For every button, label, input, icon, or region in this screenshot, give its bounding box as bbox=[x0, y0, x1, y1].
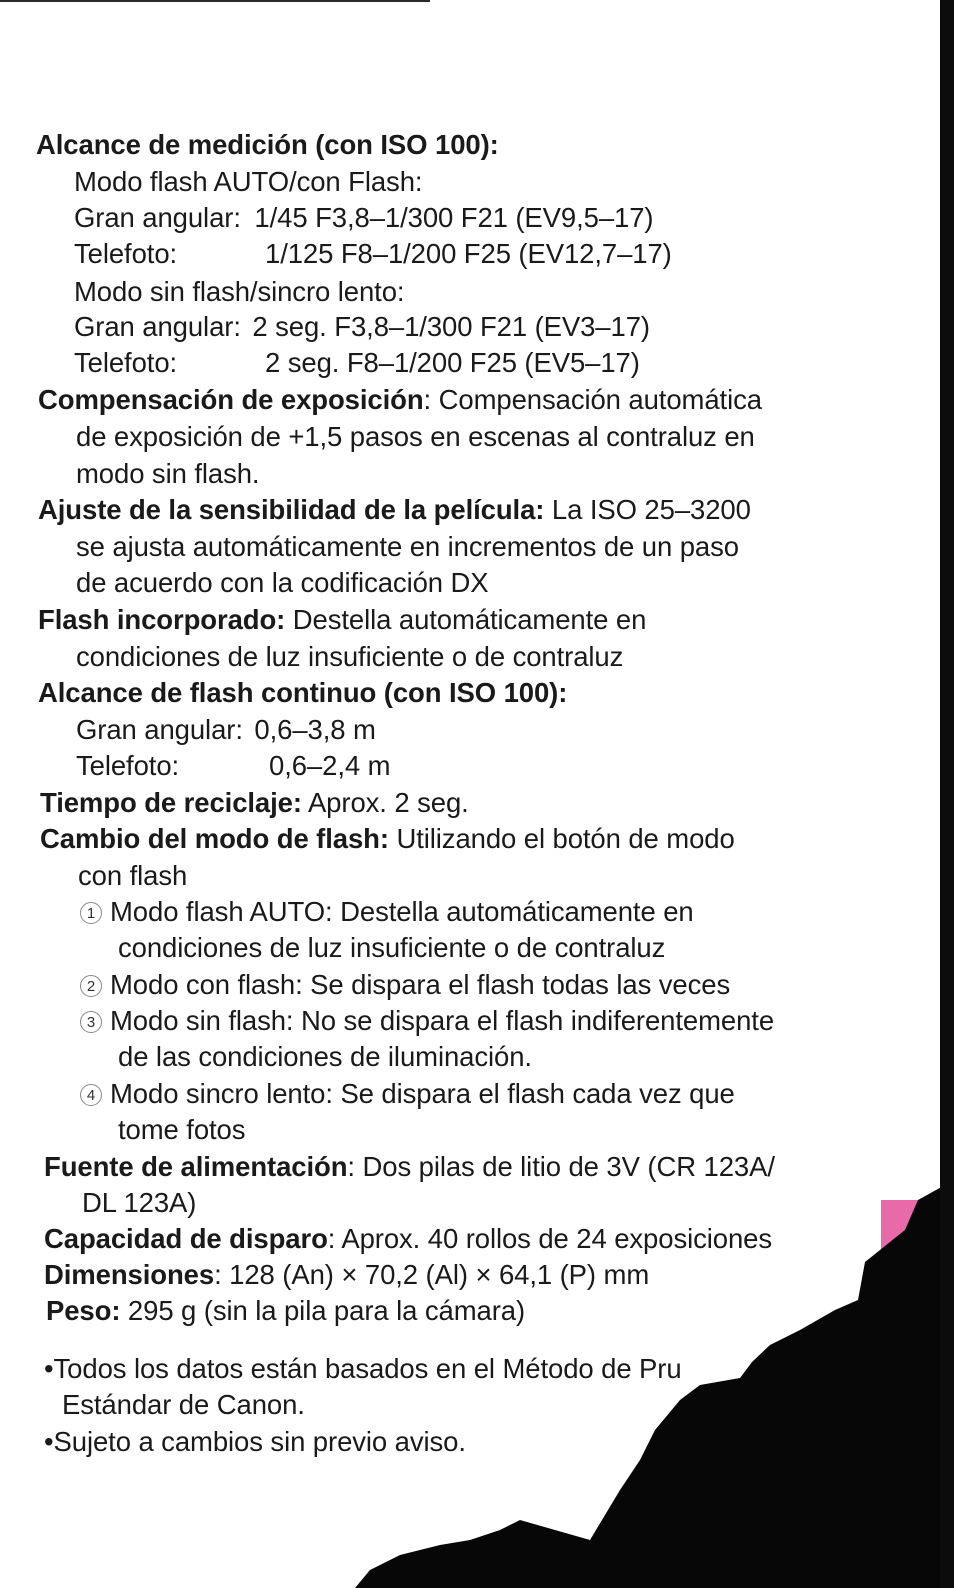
flash-mode-item-cont: condiciones de luz insuficiente o de contraluz bbox=[118, 932, 666, 963]
item-text: Modo con flash: Se dispara el flash todas las veces bbox=[110, 969, 731, 1000]
spec-label: Tiempo de reciclaje: bbox=[40, 787, 302, 818]
page-edge-shadow bbox=[940, 0, 954, 1588]
spec-label: Cambio del modo de flash: bbox=[40, 823, 389, 854]
film-speed-cont: se ajusta automáticamente en incrementos de un paso bbox=[76, 531, 739, 562]
circled-number: 2 bbox=[80, 975, 102, 997]
note-line: •Todos los datos están basados en el Método de Pru bbox=[44, 1353, 682, 1384]
spec-text: Utilizando el botón de modo bbox=[388, 823, 735, 854]
flash-mode-item-cont: de las condiciones de iluminación. bbox=[118, 1041, 532, 1072]
spec-label: Fuente de alimentación bbox=[44, 1151, 348, 1182]
circled-number: 4 bbox=[80, 1084, 102, 1106]
row-label: Telefoto: bbox=[74, 238, 178, 269]
row-label: Gran angular: bbox=[74, 311, 241, 342]
built-in-flash-cont: condiciones de luz insuficiente o de contraluz bbox=[76, 641, 624, 672]
no-flash-mode-line: Modo sin flash/sincro lento: bbox=[74, 276, 405, 307]
row-label: Gran angular: bbox=[74, 202, 241, 233]
note-line: •Sujeto a cambios sin previo aviso. bbox=[44, 1426, 466, 1457]
item-text: Modo sincro lento: Se dispara el flash cada vez que bbox=[110, 1078, 735, 1109]
spec-label: Flash incorporado: bbox=[38, 604, 286, 635]
item-text: Modo flash AUTO: Destella automáticamente en bbox=[110, 896, 694, 927]
row-value: 1/45 F3,8–1/300 F21 (EV9,5–17) bbox=[254, 202, 654, 233]
row-value: 1/125 F8–1/200 F25 (EV12,7–17) bbox=[265, 238, 672, 269]
row-value: 2 seg. F8–1/200 F25 (EV5–17) bbox=[265, 347, 640, 378]
spec-text: Destella automáticamente en bbox=[285, 604, 647, 635]
circled-number: 1 bbox=[80, 902, 102, 924]
spec-label: Capacidad de disparo bbox=[44, 1223, 328, 1254]
metering-range-heading: Alcance de medición (con ISO 100): bbox=[36, 129, 499, 160]
row-value: 0,6–2,4 m bbox=[269, 750, 391, 781]
flash-mode-line: Modo flash AUTO/con Flash: bbox=[74, 166, 423, 197]
spec-text: : Dos pilas de litio de 3V (CR 123A/ bbox=[347, 1151, 775, 1182]
spec-text: : Aprox. 40 rollos de 24 exposiciones bbox=[327, 1223, 772, 1254]
circled-number: 3 bbox=[80, 1011, 102, 1033]
exposure-compensation-cont: modo sin flash. bbox=[76, 458, 260, 489]
row-value: 0,6–3,8 m bbox=[254, 714, 376, 745]
spec-label: Ajuste de la sensibilidad de la película: bbox=[38, 494, 545, 525]
item-text: Modo sin flash: No se dispara el flash indiferentemente bbox=[110, 1005, 775, 1036]
row-label: Gran angular: bbox=[76, 714, 243, 745]
spec-text: Aprox. 2 seg. bbox=[301, 787, 469, 818]
spec-text: 295 g (sin la pila para la cámara) bbox=[120, 1295, 526, 1326]
spec-label: Dimensiones bbox=[44, 1259, 215, 1290]
row-value: 2 seg. F3,8–1/300 F21 (EV3–17) bbox=[252, 311, 650, 342]
row-label: Telefoto: bbox=[76, 750, 180, 781]
spec-text: : Compensación automática bbox=[423, 384, 762, 415]
power-source-cont: DL 123A) bbox=[82, 1187, 197, 1218]
row-label: Telefoto: bbox=[74, 347, 178, 378]
spec-label: Compensación de exposición bbox=[38, 384, 424, 415]
exposure-compensation-cont: de exposición de +1,5 pasos en escenas al contraluz en bbox=[76, 421, 755, 452]
spec-label: Peso: bbox=[46, 1295, 121, 1326]
film-speed-cont: de acuerdo con la codificación DX bbox=[76, 567, 489, 598]
spec-text: : 128 (An) × 70,2 (Al) × 64,1 (P) mm bbox=[214, 1259, 650, 1290]
flash-mode-item-cont: tome fotos bbox=[118, 1114, 246, 1145]
note-line-cont: Estándar de Canon. bbox=[62, 1389, 305, 1420]
flash-range-heading: Alcance de flash continuo (con ISO 100): bbox=[38, 677, 568, 708]
flash-mode-change-cont: con flash bbox=[78, 860, 188, 891]
spec-text: La ISO 25–3200 bbox=[544, 494, 751, 525]
